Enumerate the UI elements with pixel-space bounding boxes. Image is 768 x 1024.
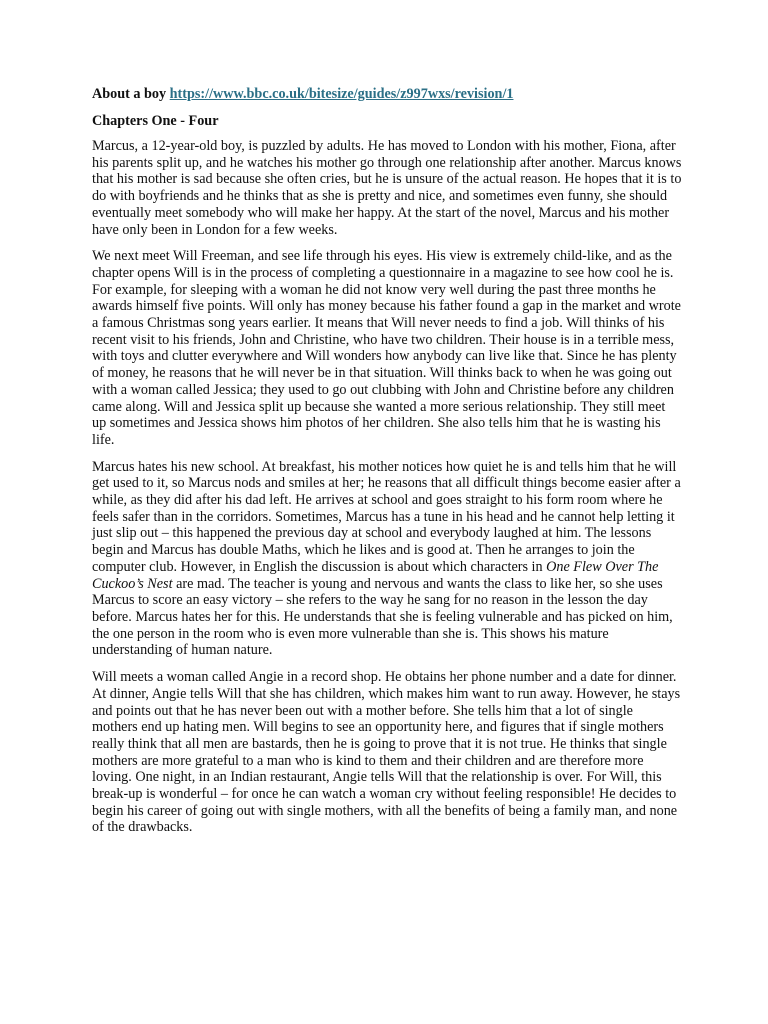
paragraph-1: Marcus, a 12-year-old boy, is puzzled by adults. He has moved to London with his mother, Fiona, after his parents split up, and he watches his mother go through one relationship after another. Marcus knows that his mother is sad because she often cries, but he is unsure of the actual reason. He hopes that it is to do with boyfriends and he thinks that as she is pretty and nice, and sometimes even funny, she should eventually meet somebody who will make her happy. At the start of the novel, Marcus and his mother have only been in London for a few weeks. [92, 138, 682, 238]
section-title: Chapters One - Four [92, 113, 219, 129]
document-title: About a boy [92, 86, 167, 102]
source-link[interactable]: https://www.bbc.co.uk/bitesize/guides/z997wxs/revision/1 [169, 86, 514, 102]
book-title: One Flew Over The Cuckoo’s Nest [92, 558, 659, 592]
paragraph-3-text-after: are mad. The teacher is young and nervous and wants the class to like her, so she uses Marcus to score an easy victory – she refers to the way he sang for no reason in the lesson the day before. Marcus hates her for this. He understands that she is feeling vulnerable and has picked on him, the one person in the room who is even more vulnerable than she is. This shows his mature understanding of human nature. [92, 575, 673, 659]
paragraph-3 [92, 459, 682, 659]
document-page [92, 86, 682, 846]
document-heading [92, 86, 682, 103]
paragraph-4: Will meets a woman called Angie in a record shop. He obtains her phone number and a date for dinner. At dinner, Angie tells Will that she has children, which makes him want to run away. However, he stays and points out that he has never been out with a mother before. She tells him that a lot of single mothers end up hating men. Will begins to see an opportunity here, and figures that if single mothers really think that all men are bastards, then he is going to prove that it is not true. He thinks that single mothers are more grateful to a man who is kind to them and their children and are therefore more loving. One night, in an Indian restaurant, Angie tells Will that the relationship is over. For Will, this break-up is wonderful – for once he can watch a woman cry without feeling responsible! He decides to begin his career of going out with single mothers, with all the benefits of being a family man, and none of the drawbacks. [92, 669, 681, 836]
paragraph-3-text-before: Marcus hates his new school. At breakfast, his mother notices how quiet he is and tells him that he will get used to it, so Marcus nods and smiles at her; he reasons that all difficult things become easier after a while, as they did after his dad left. He arrives at school and goes straight to his form room where he feels safer than in the corridors. Sometimes, Marcus has a tune in his head and he cannot help letting it just slip out – this happened the previous day at school and everybody laughed at him. The lessons begin and Marcus has double Maths, which he likes and is good at. Then he arranges to join the computer club. However, in English the discussion is about which characters in [92, 458, 681, 575]
paragraph-2: We next meet Will Freeman, and see life through his eyes. His view is extremely child-like, and as the chapter opens Will is in the process of completing a questionnaire in a magazine to see how cool he is. For example, for sleeping with a woman he did not know very well during the past three months he awards himself five points. Will only has money because his father found a gap in the market and wrote a famous Christmas song years earlier. It means that Will never needs to find a job. Will thinks of his recent visit to his friends, John and Christine, who have two children. Their house is in a terrible mess, with toys and clutter everywhere and Will wonders how anybody can live like that. Since he has plenty of money, he reasons that he will never be in that situation. Will thinks back to when he was going out with a woman called Jessica; they used to go out clubbing with John and Christine before any children came along. Will and Jessica split up because she wanted a more serious relationship. They still meet up sometimes and Jessica shows him photos of her children. She also tells him that he is wasting his life. [92, 248, 681, 448]
